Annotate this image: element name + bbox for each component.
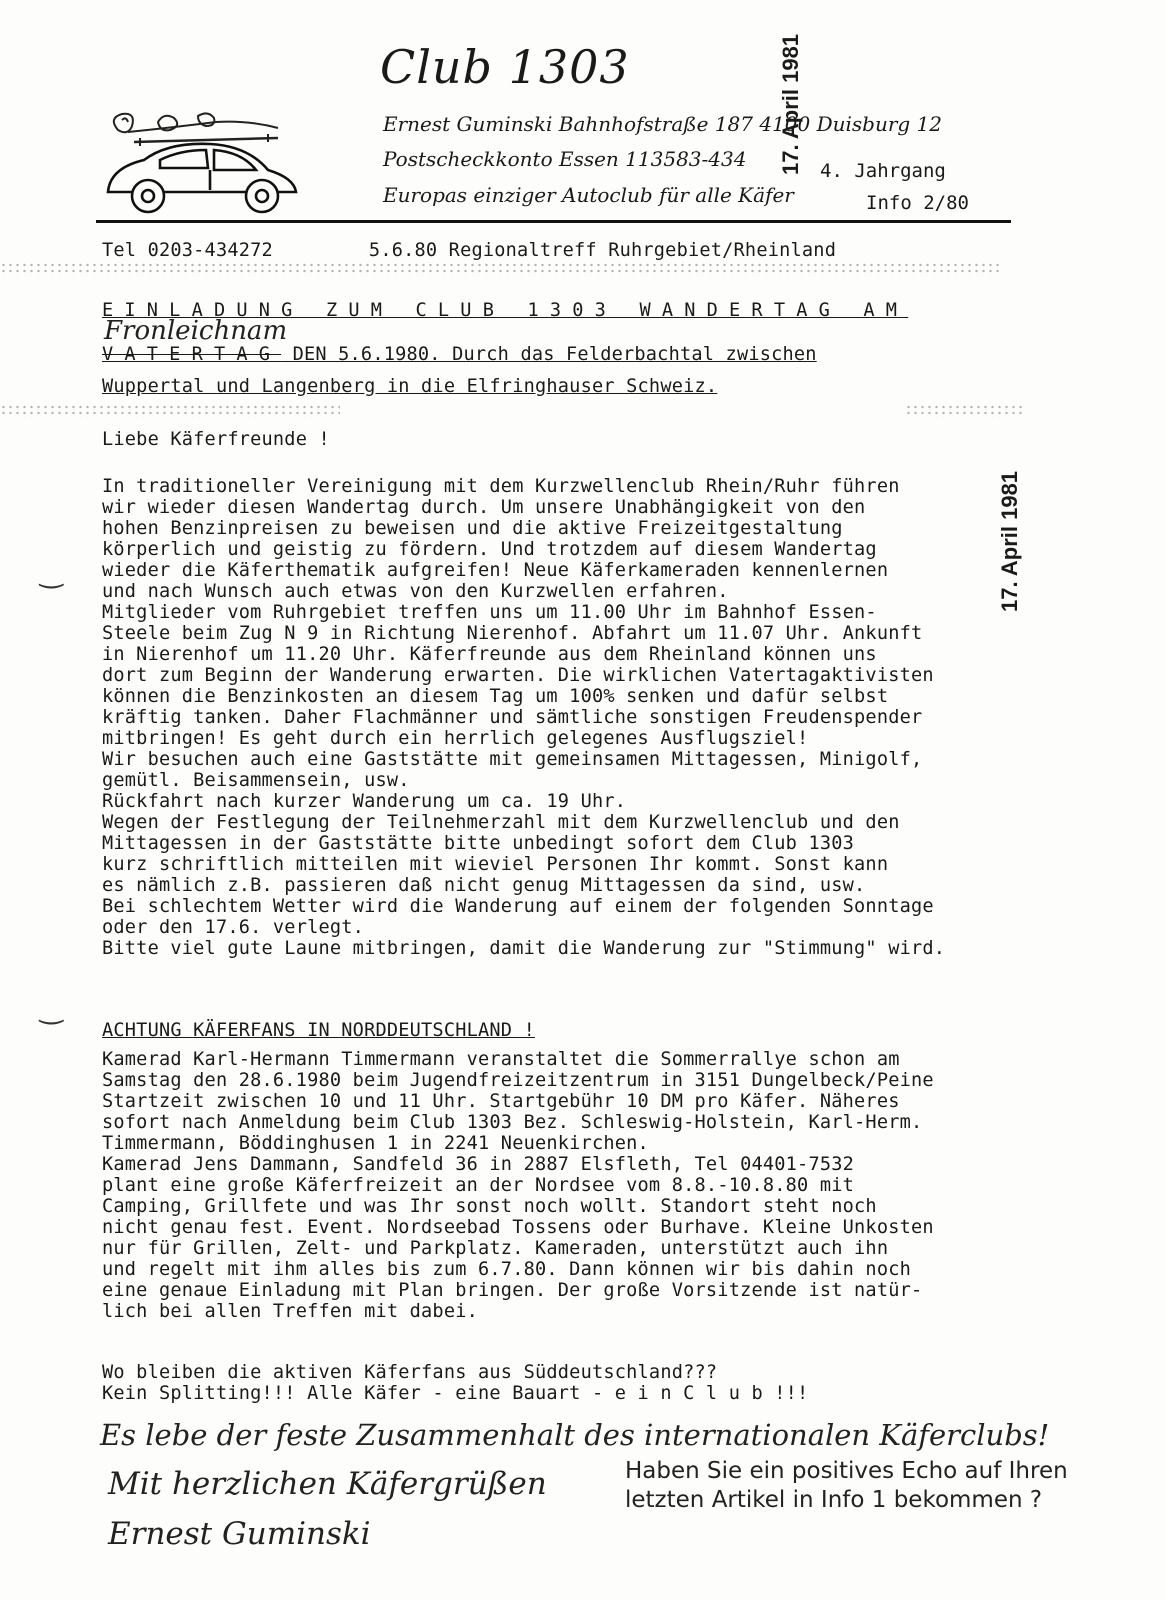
section2-line: und regelt mit ihm alles bis zum 6.7.80. Dann können wir bis dahin noch: [102, 1259, 912, 1280]
section2-line: Kamerad Karl-Hermann Timmermann veranstaltet die Sommerrallye schon am: [102, 1049, 900, 1070]
body-line: dort zum Beginn der Wanderung erwarten. Die wirklichen Vatertagaktivisten: [102, 665, 934, 686]
section2-line: Kamerad Jens Dammann, Sandfeld 36 in 2887 Elsfleth, Tel 04401-7532: [102, 1154, 855, 1175]
handwritten-correction: Fronleichnam: [104, 316, 288, 346]
headline-line1: EINLADUNG ZUM CLUB 1303 WANDERTAG AM: [102, 300, 909, 321]
body-line: Liebe Käferfreunde !: [102, 429, 330, 450]
headline-line3: Wuppertal und Langenberg in die Elfringhauser Schweiz.: [102, 376, 718, 397]
body-line: Steele beim Zug N 9 in Richtung Nierenhof. Abfahrt um 11.07 Uhr. Ankunft: [102, 623, 923, 644]
body-line: mitbringen! Es geht durch ein herrlich gelegenes Ausflugsziel!: [102, 728, 809, 749]
closing-line2: Kein Splitting!!! Alle Käfer - eine Bauart - e i n C l u b !!!: [102, 1383, 809, 1404]
tel-line: [102, 240, 836, 262]
section2-line: plant eine große Käferfreizeit an der Nordsee vom 8.8.-10.8.80 mit: [102, 1175, 855, 1196]
section2-line: lich bei allen Treffen mit dabei.: [102, 1301, 479, 1322]
section2-heading: ACHTUNG KÄFERFANS IN NORDDEUTSCHLAND !: [102, 1020, 535, 1041]
body-line: In traditioneller Vereinigung mit dem Kurzwellenclub Rhein/Ruhr führen: [102, 476, 900, 497]
beetle-car-icon: [98, 108, 303, 220]
info-number: Info 2/80: [866, 192, 969, 214]
body-line: es nämlich z.B. passieren daß nicht genug Mittagessen da sind, usw.: [102, 875, 866, 896]
headline-line2-rest: DEN 5.6.1980. Durch das Felderbachtal zwischen: [292, 344, 817, 365]
handwritten-motto: Es lebe der feste Zusammenhalt des internationalen Käferclubs!: [100, 1418, 1050, 1452]
handwritten-note-line1: Haben Sie ein positives Echo auf Ihren: [625, 1458, 1068, 1484]
body-line: oder den 17.6. verlegt.: [102, 917, 365, 938]
date-stamp: 17. April 1981: [778, 33, 803, 175]
section2-line: sofort nach Anmeldung beim Club 1303 Bez. Schleswig-Holstein, Karl-Herm.: [102, 1112, 923, 1133]
section2-line: Camping, Grillfete und was Ihr sonst noch wollt. Standort steht noch: [102, 1196, 877, 1217]
speckle-band: [0, 262, 1000, 276]
address-line: Ernest Guminski Bahnhofstraße 187 4100 Duisburg 12: [383, 112, 943, 136]
body-line: Mittagessen in der Gaststätte bitte unbedingt sofort dem Club 1303: [102, 833, 855, 854]
closing-line1: Wo bleiben die aktiven Käferfans aus Süddeutschland???: [102, 1362, 718, 1383]
section2-line: Samstag den 28.6.1980 beim Jugendfreizeitzentrum in 3151 Dungelbeck/Peine: [102, 1070, 934, 1091]
section2-line: eine genaue Einladung mit Plan bringen. Der große Vorsitzende ist natür-: [102, 1280, 923, 1301]
jahrgang: 4. Jahrgang: [820, 160, 946, 182]
header-rule: [96, 220, 1011, 223]
body-line: gemütl. Beisammensein, usw.: [102, 770, 410, 791]
body-line: Mitglieder vom Ruhrgebiet treffen uns um 11.00 Uhr im Bahnhof Essen-: [102, 602, 877, 623]
body-line: kräftig tanken. Daher Flachmänner und sämtliche sonstigen Freudenspender: [102, 707, 923, 728]
margin-tick: ‿: [40, 556, 63, 589]
speckle-band: [905, 404, 1025, 418]
event-title: 5.6.80 Regionaltreff Ruhrgebiet/Rheinland: [368, 240, 837, 261]
handwritten-note-line2: letzten Artikel in Info 1 bekommen ?: [625, 1487, 1043, 1513]
speckle-band: [0, 404, 340, 418]
margin-tick: ‿: [40, 992, 63, 1025]
body-line: in Nierenhof um 11.20 Uhr. Käferfreunde aus dem Rheinland können uns: [102, 644, 877, 665]
handwritten-signature: Ernest Guminski: [108, 1516, 371, 1552]
body-line: kurz schriftlich mitteilen mit wieviel Personen Ihr kommt. Sonst kann: [102, 854, 889, 875]
body-line: körperlich und geistig zu fördern. Und trotzdem auf diesem Wandertag: [102, 539, 877, 560]
body-line: Wegen der Festlegung der Teilnehmerzahl mit dem Kurzwellenclub und den: [102, 812, 900, 833]
tagline: Europas einziger Autoclub für alle Käfer: [383, 183, 794, 207]
postscheck-line: Postscheckkonto Essen 113583-434: [383, 147, 747, 171]
body-line: wieder die Käferthematik aufgreifen! Neue Käferkameraden kennenlernen: [102, 560, 889, 581]
tel-number: Tel 0203-434272: [102, 240, 273, 261]
section2-line: Timmermann, Böddinghusen 1 in 2241 Neuenkirchen.: [102, 1133, 649, 1154]
section2-line: Startzeit zwischen 10 und 11 Uhr. Startgebühr 10 DM pro Käfer. Näheres: [102, 1091, 900, 1112]
section2-line: nicht genau fest. Event. Nordseebad Tossens oder Burhave. Kleine Unkosten: [102, 1217, 934, 1238]
handwritten-greeting: Mit herzlichen Käfergrüßen: [108, 1466, 547, 1502]
body-line: können die Benzinkosten an diesem Tag um 100% senken und dafür selbst: [102, 686, 889, 707]
section2-line: nur für Grillen, Zelt- und Parkplatz. Kameraden, unterstützt auch ihn: [102, 1238, 889, 1259]
date-stamp-margin: 17. April 1981: [997, 470, 1022, 612]
body-line: hohen Benzinpreisen zu beweisen und die aktive Freizeitgestaltung: [102, 518, 843, 539]
body-line: Rückfahrt nach kurzer Wanderung um ca. 19 Uhr.: [102, 791, 627, 812]
headline-line2: [102, 344, 817, 366]
body-line: und nach Wunsch auch etwas von den Kurzwellen erfahren.: [102, 581, 729, 602]
body-line: Wir besuchen auch eine Gaststätte mit gemeinsamen Mittagessen, Minigolf,: [102, 749, 923, 770]
body-line: Bitte viel gute Laune mitbringen, damit die Wanderung zur "Stimmung" wird.: [102, 938, 946, 959]
body-line: Bei schlechtem Wetter wird die Wanderung auf einem der folgenden Sonntage: [102, 896, 934, 917]
struck-word: VATERTAG: [102, 344, 282, 365]
club-title: Club 1303: [380, 40, 630, 94]
body-line: wir wieder diesen Wandertag durch. Um unsere Unabhängigkeit von den: [102, 497, 866, 518]
